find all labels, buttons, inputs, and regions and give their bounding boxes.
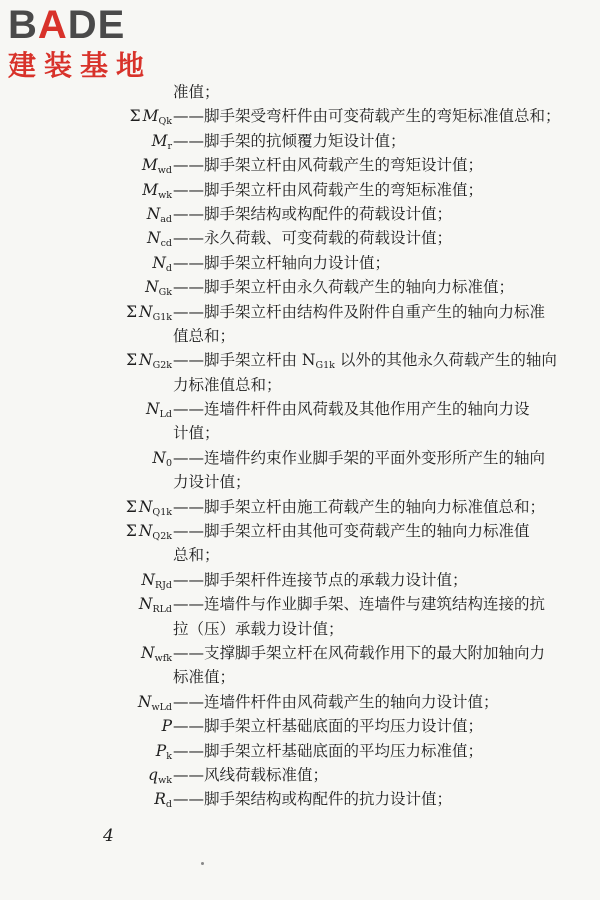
symbol-entry xyxy=(0,104,600,128)
symbol-entry xyxy=(0,763,600,787)
definition-text xyxy=(173,446,545,470)
continuation-line xyxy=(0,324,600,348)
definition-text-part: ——脚手架结构或构配件的荷载设计值； xyxy=(173,204,453,223)
symbol-subscript: wk xyxy=(158,189,172,201)
symbol-base: N xyxy=(138,522,153,541)
definition-text xyxy=(173,421,220,445)
symbol-subscript: Gk xyxy=(158,287,172,299)
definition-text xyxy=(173,739,483,763)
symbol xyxy=(126,519,172,543)
definition-text xyxy=(173,80,220,104)
symbol-list xyxy=(0,80,600,812)
definition-text xyxy=(173,153,483,177)
symbol-entry xyxy=(0,690,600,714)
symbol-entry xyxy=(0,495,600,519)
definition-text xyxy=(173,178,483,202)
symbol xyxy=(148,763,172,787)
definition-text-part: ——脚手架结构或构配件的抗力设计值； xyxy=(173,790,453,809)
symbol-base: N xyxy=(152,253,166,272)
definition-text-part: ——连墙件与作业脚手架、连墙件与建筑结构连接的抗 xyxy=(173,595,546,614)
page-number: 4 xyxy=(103,826,114,846)
continuation-line xyxy=(0,617,600,641)
definition-text xyxy=(173,495,545,519)
definition-text xyxy=(173,592,545,616)
definition-text-part: ——脚手架受弯杆件由可变荷载产生的弯矩标准值总和； xyxy=(173,107,561,126)
definition-text-part: ——脚手架立杆由 N xyxy=(173,351,316,370)
symbol-base: N xyxy=(152,448,166,467)
definition-text-part: 力标准值总和； xyxy=(173,375,282,394)
symbol-entry xyxy=(0,446,600,470)
definition-text-part: ——脚手架立杆基础底面的平均压力标准值； xyxy=(173,741,484,760)
definition-text-part: 值总和； xyxy=(173,326,236,345)
symbol-subscript: wk xyxy=(158,774,172,786)
symbol xyxy=(162,714,172,738)
symbol-subscript: wLd xyxy=(151,701,172,713)
definition-text-part: 拉（压）承载力设计值； xyxy=(173,619,344,638)
symbol-entry xyxy=(0,129,600,153)
sigma-sign: Σ xyxy=(129,107,141,126)
symbol-entry xyxy=(0,275,600,299)
symbol-base: M xyxy=(142,180,159,199)
symbol-base: N xyxy=(138,595,153,614)
definition-text-part: ——连墙件杆件由风荷载及其他作用产生的轴向力设 xyxy=(173,400,530,419)
symbol xyxy=(141,641,172,665)
sigma-sign: Σ xyxy=(125,497,137,516)
definition-text-part: ——脚手架立杆由永久荷载产生的轴向力标准值； xyxy=(173,278,515,297)
symbol xyxy=(156,739,172,763)
sigma-sign: Σ xyxy=(126,302,138,321)
symbol xyxy=(154,787,172,811)
symbol-subscript: d xyxy=(165,799,172,811)
continuation-line xyxy=(0,470,600,494)
symbol-subscript: G1k xyxy=(152,311,172,323)
definition-text xyxy=(173,300,545,324)
symbol xyxy=(126,495,172,519)
definition-text xyxy=(173,617,344,641)
continuation-line xyxy=(0,421,600,445)
symbol xyxy=(147,202,172,226)
symbol xyxy=(126,348,172,372)
definition-text-part: 力设计值； xyxy=(173,473,251,492)
continuation-line xyxy=(0,373,600,397)
bade-logo xyxy=(8,4,178,92)
symbol xyxy=(147,226,172,250)
definition-text xyxy=(173,690,499,714)
definition-text xyxy=(173,470,251,494)
symbol-entry xyxy=(0,714,600,738)
definition-text xyxy=(173,251,390,275)
definition-text xyxy=(173,519,530,543)
logo-wordmark: BADE xyxy=(8,3,126,47)
symbol-subscript: ad xyxy=(160,213,172,225)
definition-text xyxy=(173,714,483,738)
definition-text-part: ——脚手架立杆由结构件及附件自重产生的轴向力标准 xyxy=(173,302,546,321)
symbol xyxy=(146,397,172,421)
symbol-entry xyxy=(0,739,600,763)
continuation-line xyxy=(0,80,600,104)
symbol-entry xyxy=(0,226,600,250)
symbol-base: N xyxy=(147,229,161,248)
symbol-entry xyxy=(0,568,600,592)
symbol-base: N xyxy=(141,570,155,589)
definition-text xyxy=(173,373,282,397)
definition-text-part: ——永久荷载、可变荷载的荷载设计值； xyxy=(173,229,453,248)
symbol-entry xyxy=(0,202,600,226)
symbol-subscript: Q1k xyxy=(152,506,172,518)
definition-text-part: ——脚手架杆件连接节点的承载力设计值； xyxy=(173,570,468,589)
definition-text xyxy=(173,665,235,689)
definition-text xyxy=(173,275,514,299)
symbol-subscript: RLd xyxy=(152,604,172,616)
definition-text xyxy=(173,324,235,348)
definition-text xyxy=(173,763,328,787)
symbol-subscript: Q2k xyxy=(152,531,172,543)
symbol-entry xyxy=(0,178,600,202)
symbol-base: N xyxy=(137,692,152,711)
symbol-entry xyxy=(0,397,600,421)
symbol-base: N xyxy=(138,497,153,516)
symbol-subscript: Qk xyxy=(158,116,172,128)
definition-text xyxy=(173,348,557,372)
definition-text-part: 计值； xyxy=(173,424,220,443)
definition-text-part: ——脚手架立杆由风荷载产生的弯矩设计值； xyxy=(173,156,484,175)
sigma-sign: Σ xyxy=(126,351,138,370)
symbol xyxy=(142,178,172,202)
symbol-entry xyxy=(0,251,600,275)
definition-text-part: ——脚手架立杆由其他可变荷载产生的轴向力标准值 xyxy=(173,522,530,541)
definition-text xyxy=(173,543,220,567)
definition-text xyxy=(173,202,452,226)
symbol xyxy=(152,251,172,275)
symbol xyxy=(139,592,172,616)
symbol-base: N xyxy=(146,400,160,419)
symbol-subscript: wfk xyxy=(154,652,172,664)
definition-text-part: ——脚手架立杆基础底面的平均压力设计值； xyxy=(173,717,484,736)
symbol-base: N xyxy=(145,278,159,297)
symbol-subscript: RJd xyxy=(154,579,172,591)
definition-text xyxy=(173,568,468,592)
symbol-subscript: cd xyxy=(160,238,172,250)
inline-subscript: G1k xyxy=(315,360,335,372)
definition-text-part: 总和； xyxy=(173,546,220,565)
definition-text xyxy=(173,787,452,811)
symbol-subscript: 0 xyxy=(165,457,172,469)
definition-text-part: ——连墙件约束作业脚手架的平面外变形所产生的轴向 xyxy=(173,448,546,467)
symbol xyxy=(152,446,172,470)
definition-text xyxy=(173,226,452,250)
symbol-base: N xyxy=(139,302,153,321)
symbol xyxy=(141,568,172,592)
symbol-subscript: d xyxy=(165,262,172,274)
definition-text-part: ——脚手架立杆由风荷载产生的弯矩标准值； xyxy=(173,180,484,199)
definition-text xyxy=(173,104,561,128)
definition-text xyxy=(173,641,545,665)
definition-text xyxy=(173,397,530,421)
definition-text-part: 准值； xyxy=(173,83,220,101)
symbol-entry xyxy=(0,153,600,177)
definition-text-part: 以外的其他永久荷载产生的轴向 xyxy=(334,351,557,370)
symbol-entry xyxy=(0,787,600,811)
continuation-line xyxy=(0,543,600,567)
symbol-base: N xyxy=(139,351,153,370)
symbol-base: N xyxy=(141,643,155,662)
symbol-base: P xyxy=(161,717,172,736)
definition-text-part: ——脚手架立杆由施工荷载产生的轴向力标准值总和； xyxy=(173,497,546,516)
symbol-base: N xyxy=(146,204,161,223)
symbol-base: M xyxy=(142,107,159,126)
definition-text-part: ——支撑脚手架立杆在风荷载作用下的最大附加轴向力 xyxy=(173,643,546,662)
logo-chinese-name: 建装基地 xyxy=(8,49,153,82)
symbol-base: P xyxy=(155,741,167,760)
continuation-line xyxy=(0,665,600,689)
definition-text xyxy=(173,129,406,153)
scan-speck xyxy=(201,862,204,865)
definition-text-part: ——风线荷载标准值； xyxy=(173,765,329,784)
symbol-entry xyxy=(0,641,600,665)
symbol-subscript: G2k xyxy=(152,360,172,372)
symbol-entry xyxy=(0,592,600,616)
symbol xyxy=(152,129,172,153)
definition-text-part: 标准值； xyxy=(173,668,236,687)
symbol-base: M xyxy=(151,131,168,150)
symbol-subscript: r xyxy=(167,140,172,152)
symbol xyxy=(130,104,172,128)
symbol xyxy=(142,153,172,177)
symbol xyxy=(126,300,172,324)
symbol xyxy=(138,690,172,714)
symbol-base: q xyxy=(148,765,159,784)
symbol-base: R xyxy=(154,790,166,809)
symbol-subscript: wd xyxy=(157,165,172,177)
symbol xyxy=(145,275,172,299)
symbol-subscript: k xyxy=(166,750,172,762)
definition-text-part: ——脚手架立杆轴向力设计值； xyxy=(173,253,391,272)
symbol-subscript: Ld xyxy=(159,409,172,421)
symbol-entry xyxy=(0,348,600,372)
definition-text-part: ——连墙件杆件由风荷载产生的轴向力设计值； xyxy=(173,692,499,711)
symbol-entry xyxy=(0,519,600,543)
symbol-base: M xyxy=(141,156,158,175)
symbol-entry xyxy=(0,300,600,324)
definition-text-part: ——脚手架的抗倾覆力矩设计值； xyxy=(173,131,406,150)
sigma-sign: Σ xyxy=(125,522,137,541)
